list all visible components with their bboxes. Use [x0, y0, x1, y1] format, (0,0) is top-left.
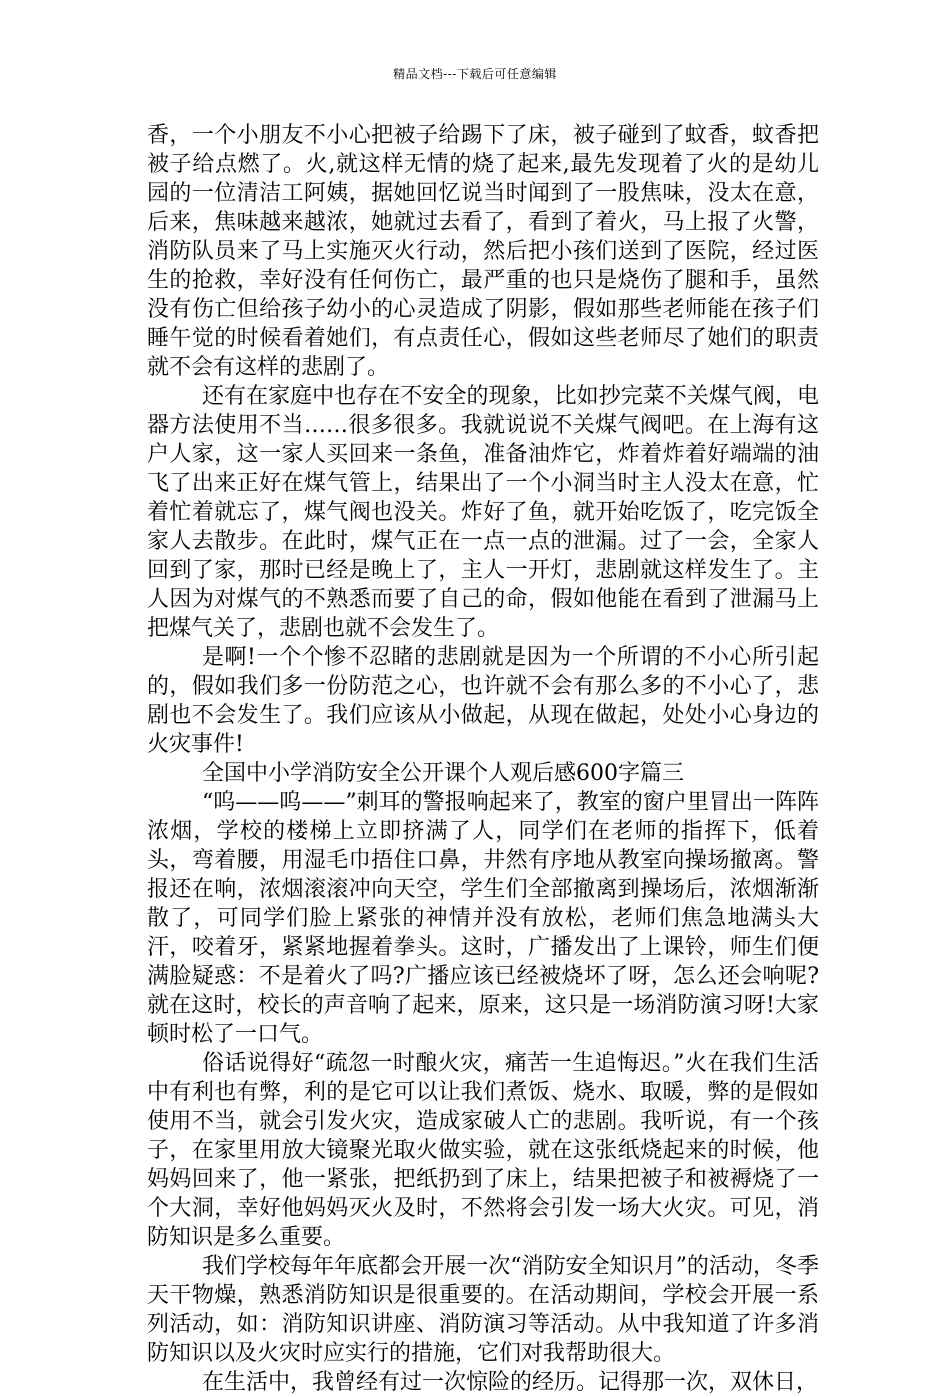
page-header: 精品文档---下载后可任意编辑 — [393, 67, 557, 81]
paragraph-fire-drill: “呜——呜——”刺耳的警报响起来了，教室的窗户里冒出一阵阵浓烟，学校的楼梯上立即挤满了人，同学们在老师的指挥下，低着头，弯着腰，用湿毛巾捂住口鼻，井然有序地从教室向操场撤离。警报还在响，浓烟滚滚冲向天空，学生们全部撤离到操场后，浓烟渐渐散了，可同学们脸上紧张的神情并没有放松，老师们焦急地满头大汗，咬着牙，紧紧地握着拳头。这时，广播发出了上课铃，师生们便满脸疑惑：不是着火了吗?广播应该已经被烧坏了呀，怎么还会响呢?就在这时，校长的声音响了起来，原来，这只是一场消防演习呀!大家顿时松了一口气。 — [147, 790, 819, 1047]
paragraph-proverb: 俗话说得好“疏忽一时酿火灾，痛苦一生追悔迟。”火在我们生活中有利也有弊，利的是它可以让我们煮饭、烧水、取暖，弊的是假如使用不当，就会引发火灾，造成家破人亡的悲剧。我听说，有一个孩子，在家里用放大镜聚光取火做实验，就在这张纸烧起来的时候，他妈妈回来了，他一紧张，把纸扔到了床上，结果把被子和被褥烧了一个大洞，幸好他妈妈灭火及时，不然将会引发一场大火灾。可见，消防知识是多么重要。 — [147, 1051, 819, 1250]
document-body — [147, 121, 819, 1397]
paragraph-gas-valve: 还有在家庭中也存在不安全的现象，比如抄完菜不关煤气阀，电器方法使用不当……很多很多。我就说说不关煤气阀吧。在上海有这户人家，这一家人买回来一条鱼，准备油炸它，炸着炸着好端端的油飞了出来正好在煤气管上，结果出了一个小洞当时主人没太在意，忙着忙着就忘了，煤气阀也没关。炸好了鱼，就开始吃饭了，吃完饭全家人去散步。在此时，煤气正在一点一点的泄漏。过了一会，全家人回到了家，那时已经是晚上了，主人一开灯，悲剧就这样发生了。主人因为对煤气的不熟悉而要了自己的命，假如他能在看到了泄漏马上把煤气关了，悲剧也就不会发生了。 — [147, 384, 819, 641]
paragraph-school-activity: 我们学校每年年底都会开展一次“消防安全知识月”的活动，冬季天干物燥，熟悉消防知识是很重要的。在活动期间，学校会开展一系列活动，如：消防知识讲座、消防演习等活动。从中我知道了许多消防知识以及火灾时应实行的措施，它们对我帮助很大。 — [147, 1254, 819, 1366]
section-heading: 全国中小学消防安全公开课个人观后感600字篇三 — [202, 761, 684, 786]
paragraph-conclusion: 是啊!一个个惨不忍睹的悲剧就是因为一个所谓的不小心所引起的，假如我们多一份防范之心，也许就不会有那么多的不小心了，悲剧也不会发生了。我们应该从小做起，从现在做起，处处小心身边的火灾事件! — [147, 645, 819, 757]
paragraph-experience: 在生活中，我曾经有过一次惊险的经历。记得那一次，双休日， — [202, 1370, 819, 1395]
paragraph-continuation: 香，一个小朋友不小心把被子给踢下了床，被子碰到了蚊香，蚊香把被子给点燃了。火,就这样无情的烧了起来,最先发现着了火的是幼儿园的一位清洁工阿姨，据她回忆说当时闻到了一股焦味，没太在意，后来，焦味越来越浓，她就过去看了，看到了着火，马上报了火警，消防队员来了马上实施灭火行动，然后把小孩们送到了医院，经过医生的抢救，幸好没有任何伤亡，最严重的也只是烧伤了腿和手，虽然没有伤亡但给孩子幼小的心灵造成了阴影，假如那些老师能在孩子们睡午觉的时候看着她们，有点责任心，假如这些老师尽了她们的职责就不会有这样的悲剧了。 — [147, 123, 819, 380]
